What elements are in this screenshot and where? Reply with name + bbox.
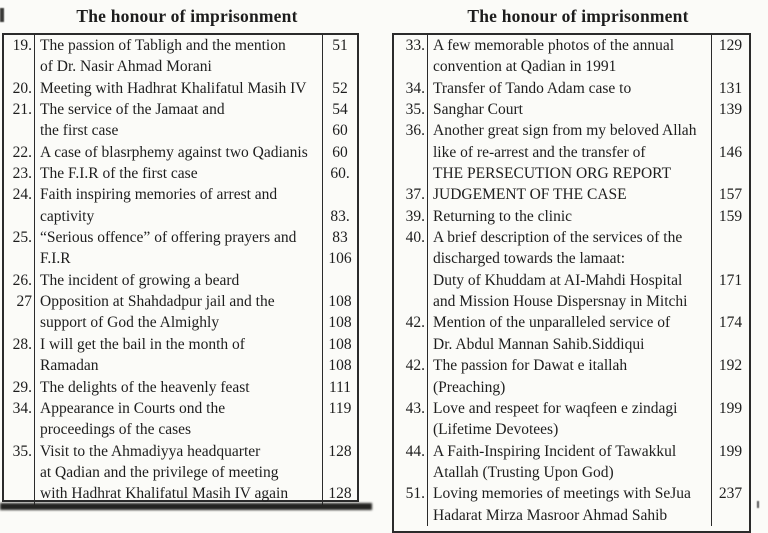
item-number (394, 462, 428, 483)
scan-mark-right-edge (757, 501, 759, 508)
table-row (4, 120, 357, 141)
item-text: Love and respeet for waqfeen e zindagi (433, 399, 678, 417)
item-number: 36. (394, 120, 428, 141)
item-page: 131 (711, 78, 749, 99)
item-number: 43. (394, 398, 428, 419)
item-number (394, 419, 428, 440)
item-page: 52 (322, 78, 357, 99)
item-number: 51. (394, 483, 428, 504)
item-page: 83 (322, 227, 357, 248)
item-number (394, 142, 428, 163)
right-page (388, 0, 768, 524)
item-page: 83. (322, 206, 357, 227)
toc-table-right (392, 33, 751, 533)
item-text: Hadarat Mirza Masroor Ahmad Sahib (433, 506, 668, 524)
item-text: Opposition at Shahdadpur jail and the (40, 293, 275, 311)
table-row (394, 291, 749, 312)
item-text: The passion for Dawat e itallah (433, 357, 628, 375)
item-text: Loving memories of meetings with SeJua (433, 485, 691, 503)
item-page: 159 (711, 206, 749, 227)
item-page: 174 (711, 312, 749, 333)
item-number: 39. (394, 206, 428, 227)
item-text: Mention of the unparalleled service of (433, 314, 671, 332)
table-row (394, 377, 749, 398)
item-page: 192 (711, 355, 749, 376)
table-row (394, 334, 749, 355)
item-text: like of re-arrest and the transfer of (433, 143, 646, 161)
item-text: Transfer of Tando Adam case to (433, 79, 632, 97)
toc-table-left (2, 33, 359, 502)
item-page (711, 120, 749, 141)
table-row (394, 184, 749, 205)
item-text: support of God the Almighly (40, 314, 220, 332)
table-row (394, 419, 749, 440)
table-row (4, 270, 357, 291)
table-row (4, 398, 357, 419)
item-number: 22. (4, 142, 35, 163)
item-page (322, 184, 357, 205)
item-page: 111 (322, 377, 357, 398)
item-page: 128 (322, 441, 357, 462)
table-row (394, 120, 749, 141)
item-page (322, 462, 357, 483)
item-number (4, 120, 35, 141)
item-page: 108 (322, 312, 357, 333)
table-row (394, 248, 749, 269)
item-page: 108 (322, 355, 357, 376)
item-page: 60 (322, 142, 357, 163)
item-text: Ramadan (40, 357, 99, 375)
item-text: THE PERSECUTION ORG REPORT (433, 165, 672, 183)
table-row (394, 462, 749, 483)
item-text: Appearance in Courts ond the (40, 399, 226, 417)
item-number: 21. (4, 99, 35, 120)
item-text: Dr. Abdul Mannan Sahib.Siddiqui (433, 335, 645, 353)
item-text: JUDGEMENT OF THE CASE (433, 186, 627, 204)
item-number: 34. (394, 78, 428, 99)
scan-mark-left-edge (0, 8, 4, 22)
item-number: 33. (394, 35, 428, 56)
item-page (322, 56, 357, 77)
page-title: The honour of imprisonment (76, 6, 298, 26)
item-number (4, 355, 35, 376)
item-text: The incident of growing a beard (40, 271, 240, 289)
item-text: The service of the Jamaat and (40, 101, 225, 119)
table-row (394, 505, 749, 526)
table-row (394, 227, 749, 248)
item-number: 28. (4, 334, 35, 355)
item-page (711, 291, 749, 312)
item-number: 29. (4, 377, 35, 398)
table-row (4, 248, 357, 269)
table-row (394, 355, 749, 376)
item-number (394, 163, 428, 184)
item-text: discharged towards the lamaat: (433, 250, 626, 268)
item-page (322, 419, 357, 440)
item-text: A Faith-Inspiring Incident of Tawakkul (433, 442, 677, 460)
item-number: 44. (394, 441, 428, 462)
item-text: The F.I.R of the first case (40, 165, 198, 183)
item-page: 157 (711, 184, 749, 205)
table-row (4, 419, 357, 440)
item-number: 35. (4, 441, 35, 462)
item-number: 35. (394, 99, 428, 120)
table-row (394, 35, 749, 56)
table-row (394, 142, 749, 163)
item-number: 42. (394, 312, 428, 333)
item-text: (Lifetime Devotees) (433, 421, 559, 439)
item-text: with Hadhrat Khalifatul Masih IV again (40, 485, 289, 503)
item-page (711, 227, 749, 248)
item-number: 27 (4, 291, 35, 312)
item-page: 199 (711, 441, 749, 462)
item-page: 199 (711, 398, 749, 419)
item-page: 237 (711, 483, 749, 504)
item-number: 37. (394, 184, 428, 205)
item-number (394, 505, 428, 526)
table-row (4, 142, 357, 163)
table-row (4, 483, 357, 504)
item-text: Visit to the Ahmadiyya headquarter (40, 442, 261, 460)
table-row (4, 206, 357, 227)
table-row (4, 35, 357, 56)
item-text: Duty of Khuddam at AI-Mahdi Hospital (433, 271, 683, 289)
item-page (711, 505, 749, 526)
item-text: A brief description of the services of the (433, 229, 683, 247)
item-text: the first case (40, 122, 119, 140)
item-text: of Dr. Nasir Ahmad Morani (40, 58, 212, 76)
item-text: Another great sign from my beloved Allah (433, 122, 697, 140)
item-page: 139 (711, 99, 749, 120)
table-row (394, 56, 749, 77)
item-number: 26. (4, 270, 35, 291)
item-number: 40. (394, 227, 428, 248)
item-number: 20. (4, 78, 35, 99)
item-page (711, 248, 749, 269)
table-row (394, 270, 749, 291)
item-number (4, 312, 35, 333)
item-page (711, 377, 749, 398)
table-row (4, 184, 357, 205)
left-page (0, 0, 374, 512)
item-number (394, 56, 428, 77)
item-page (711, 334, 749, 355)
item-text: Meeting with Hadhrat Khalifatul Masih IV (40, 79, 307, 97)
item-number: 25. (4, 227, 35, 248)
item-text: captivity (40, 207, 95, 225)
item-number: 42. (394, 355, 428, 376)
item-text: The delights of the heavenly feast (40, 378, 250, 396)
scan-shadow-bottom (0, 503, 372, 510)
item-number (4, 248, 35, 269)
item-text: Atallah (Trusting Upon God) (433, 463, 614, 481)
item-text: F.I.R (40, 250, 71, 268)
table-row (4, 291, 357, 312)
table-row (394, 312, 749, 333)
table-row (394, 206, 749, 227)
table-row (394, 483, 749, 504)
item-number (394, 377, 428, 398)
item-page (711, 462, 749, 483)
table-row (4, 377, 357, 398)
table-row (394, 398, 749, 419)
item-text: The passion of Tabligh and the mention (40, 37, 286, 54)
item-page: 108 (322, 334, 357, 355)
item-number (4, 483, 35, 504)
item-page: 171 (711, 270, 749, 291)
table-row (4, 99, 357, 120)
table-row (4, 355, 357, 376)
item-text: at Qadian and the privilege of meeting (40, 463, 279, 481)
table-row (4, 56, 357, 77)
item-page: 51 (322, 35, 357, 56)
item-number: 19. (4, 35, 35, 56)
item-number (394, 270, 428, 291)
item-text: Returning to the clinic (433, 207, 573, 225)
item-page (711, 163, 749, 184)
item-number (4, 419, 35, 440)
item-text: Sanghar Court (433, 101, 523, 119)
item-page: 60 (322, 120, 357, 141)
item-page: 119 (322, 398, 357, 419)
table-row (4, 462, 357, 483)
item-text: and Mission House Dispersnay in Mitchi (433, 293, 688, 311)
item-page: 128 (322, 483, 357, 504)
item-text: convention at Qadian in 1991 (433, 58, 617, 76)
item-text: A case of blasrphemy against two Qadianis (40, 143, 308, 161)
item-number (394, 334, 428, 355)
table-row (394, 99, 749, 120)
item-number (4, 206, 35, 227)
table-row (4, 78, 357, 99)
item-page: 60. (322, 163, 357, 184)
table-row (4, 227, 357, 248)
item-text: A few memorable photos of the annual (433, 37, 675, 54)
item-page (711, 419, 749, 440)
item-text: proceedings of the cases (40, 421, 192, 439)
item-number (394, 248, 428, 269)
item-page (711, 56, 749, 77)
item-text: I will get the bail in the month of (40, 335, 245, 353)
page-title: The honour of imprisonment (467, 6, 689, 26)
item-number (4, 462, 35, 483)
item-number: 24. (4, 184, 35, 205)
item-page: 108 (322, 291, 357, 312)
table-row (4, 334, 357, 355)
table-row (4, 163, 357, 184)
item-text: “Serious offence” of offering prayers and (40, 229, 297, 247)
table-row (394, 163, 749, 184)
item-text: (Preaching) (433, 378, 506, 396)
table-row (4, 441, 357, 462)
item-page: 146 (711, 142, 749, 163)
item-number (394, 291, 428, 312)
item-page (322, 270, 357, 291)
item-number (4, 56, 35, 77)
item-number: 34. (4, 398, 35, 419)
item-text: Faith inspiring memories of arrest and (40, 186, 278, 204)
item-page: 106 (322, 248, 357, 269)
item-page: 129 (711, 35, 749, 56)
table-row (394, 78, 749, 99)
item-number: 23. (4, 163, 35, 184)
item-page: 54 (322, 99, 357, 120)
table-row (394, 441, 749, 462)
table-row (4, 312, 357, 333)
